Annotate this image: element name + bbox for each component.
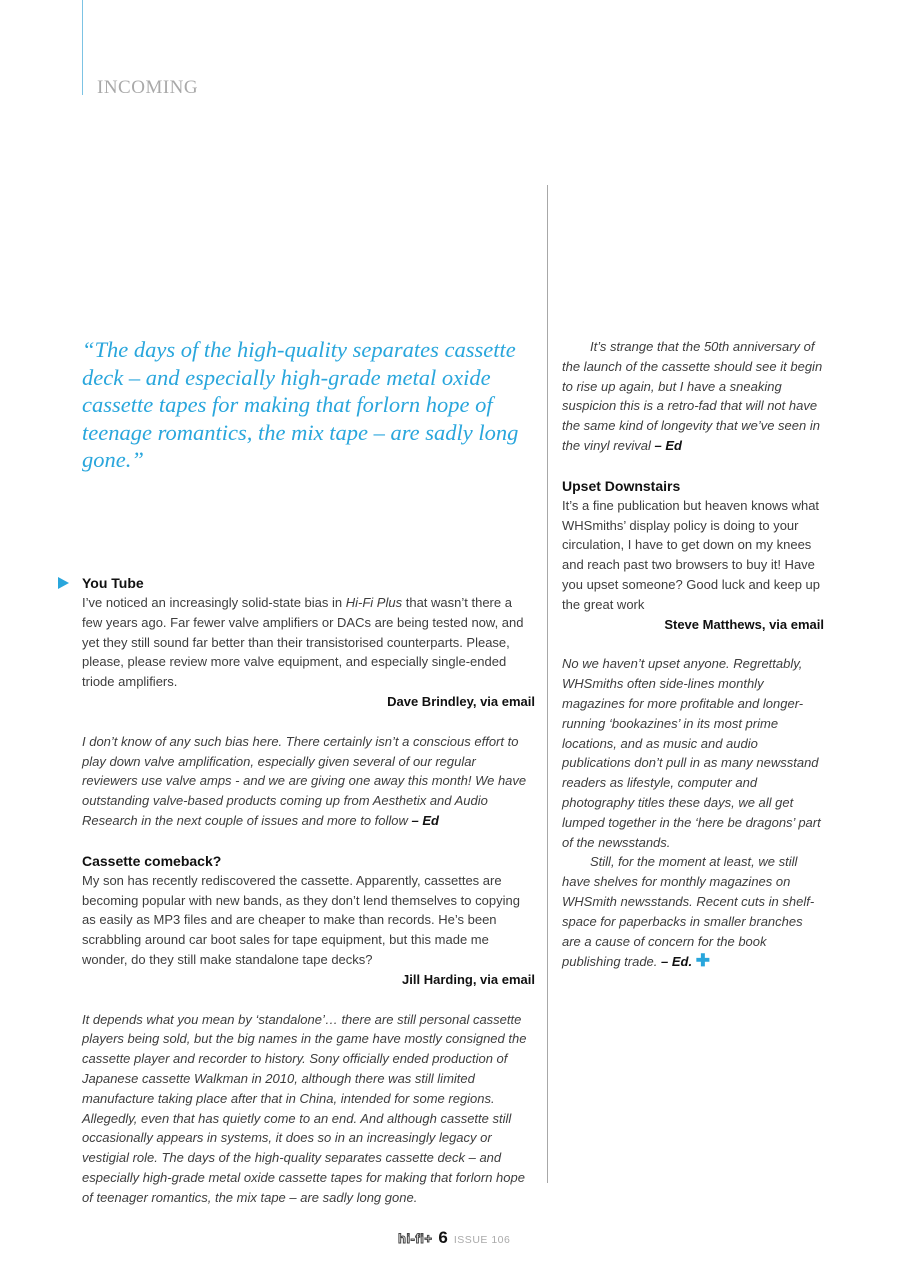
section-label: INCOMING: [97, 77, 199, 98]
editor-reply: It depends what you mean by ‘standalone’… there are still personal cassette players being sold, but the big names in the game have mostly consigned the cassette player and recorder to history. Sony officially ended production of Japanese cassette Walkman in 2010, although there was still limited manufacture taking place after that in China, intended for some regions. Allegedly, even that has quietly come to an end. And although cassette still occasionally appears in systems, it does so in an increasingly legacy or vestigial role. The days of the high-quality separates cassette deck – and especially high-grade metal oxide cassette tapes for making that forlorn hope of teenager romantics, the mix tape – are sadly long gone.: [82, 1011, 527, 1205]
editor-tag: – Ed: [411, 812, 439, 828]
letter-signature: Steve Matthews, via email: [664, 616, 824, 632]
letter-signature: Dave Brindley, via email: [387, 693, 535, 709]
letter-you-tube: [82, 573, 535, 831]
pull-quote: “The days of the high-quality separates cassette deck – and especially high-grade metal oxide cassette tapes for making that forlorn hope of teenage romantics, the mix tape – are sadly long gone.”: [82, 337, 519, 472]
triangle-arrow-icon: [58, 577, 69, 589]
header-rule: [82, 0, 83, 95]
right-column: [562, 337, 824, 972]
page-footer: [398, 1228, 510, 1248]
letter-upset-downstairs: [562, 476, 824, 972]
editor-tag: – Ed.: [661, 954, 693, 970]
magazine-title: Hi-Fi Plus: [345, 595, 403, 610]
letter-body: My son has recently rediscovered the cassette. Apparently, cassettes are becoming popular with new bands, as they don’t lend themselves to copying as easily as MP3 files and are cheaper to make than records. He’s been scrabbling around car boot sales for tape equipment, but this made me wonder, do they still make standalone tape decks?: [82, 872, 520, 967]
left-column: [82, 573, 535, 1208]
editor-reply: No we haven’t upset anyone. Regrettably, WHSmiths often side-lines monthly magazines for more profitable and longer-running ‘bookazines’ in its most prime locations, and as music and audio publications don’t pull in as many newsstand readers as lifestyle, computer and photography titles these days, we all get lumped together in the ‘here be dragons’ part of the newsstands.: [562, 656, 821, 850]
letter-signature: Jill Harding, via email: [402, 971, 535, 987]
issue-label: ISSUE 106: [453, 1234, 511, 1246]
editor-reply-continued: Still, for the moment at least, we still have shelves for monthly magazines on WHSmith newsstands. Recent cuts in shelf-space for paperbacks in smaller branches are a cause of concern for the book publishing trade. – Ed. ✚: [562, 854, 815, 971]
editor-tag: – Ed: [654, 437, 682, 453]
letter-body: It’s a fine publication but heaven knows what WHSmiths’ display policy is doing to your circulation, I have to get down on my knees and reach past two browsers to buy it! Have you upset someone? Good luck and keep up the great work: [562, 497, 821, 612]
letter-heading: You Tube: [82, 575, 144, 591]
hifi-plus-logo: hi-fi+: [398, 1231, 433, 1246]
editor-reply-continued: It’s strange that the 50th anniversary of the launch of the cassette should see it begin to rise up again, but I have a sneaking suspicion this is a retro-fad that will not have the same kind of longevity that we’ve seen in the vinyl revival – Ed: [562, 339, 823, 453]
letter-heading: Upset Downstairs: [562, 477, 681, 494]
editor-reply: I don’t know of any such bias here. There certainly isn’t a conscious effort to play down valve amplification, especially given several of our regular reviewers use valve amps - and we are giving one away this month! We have outstanding valve-based products coming up from Aesthetix and Audio Research in the next couple of issues and more to follow – Ed: [82, 733, 527, 828]
letter-heading: Cassette comeback?: [82, 852, 222, 869]
column-divider: [547, 185, 548, 1183]
letter-cassette-comeback: [82, 851, 535, 1208]
letter-body: I’ve noticed an increasingly solid-state bias in Hi-Fi Plus that wasn’t there a few years ago. Far fewer valve amplifiers or DACs are being tested now, and yet they still sound far better than their transistorised counterparts. Please, please, please review more valve equipment, and especially single-ended triode amplifiers.: [82, 595, 524, 690]
end-plus-icon: ✚: [695, 951, 710, 971]
page-number: 6: [438, 1228, 448, 1247]
